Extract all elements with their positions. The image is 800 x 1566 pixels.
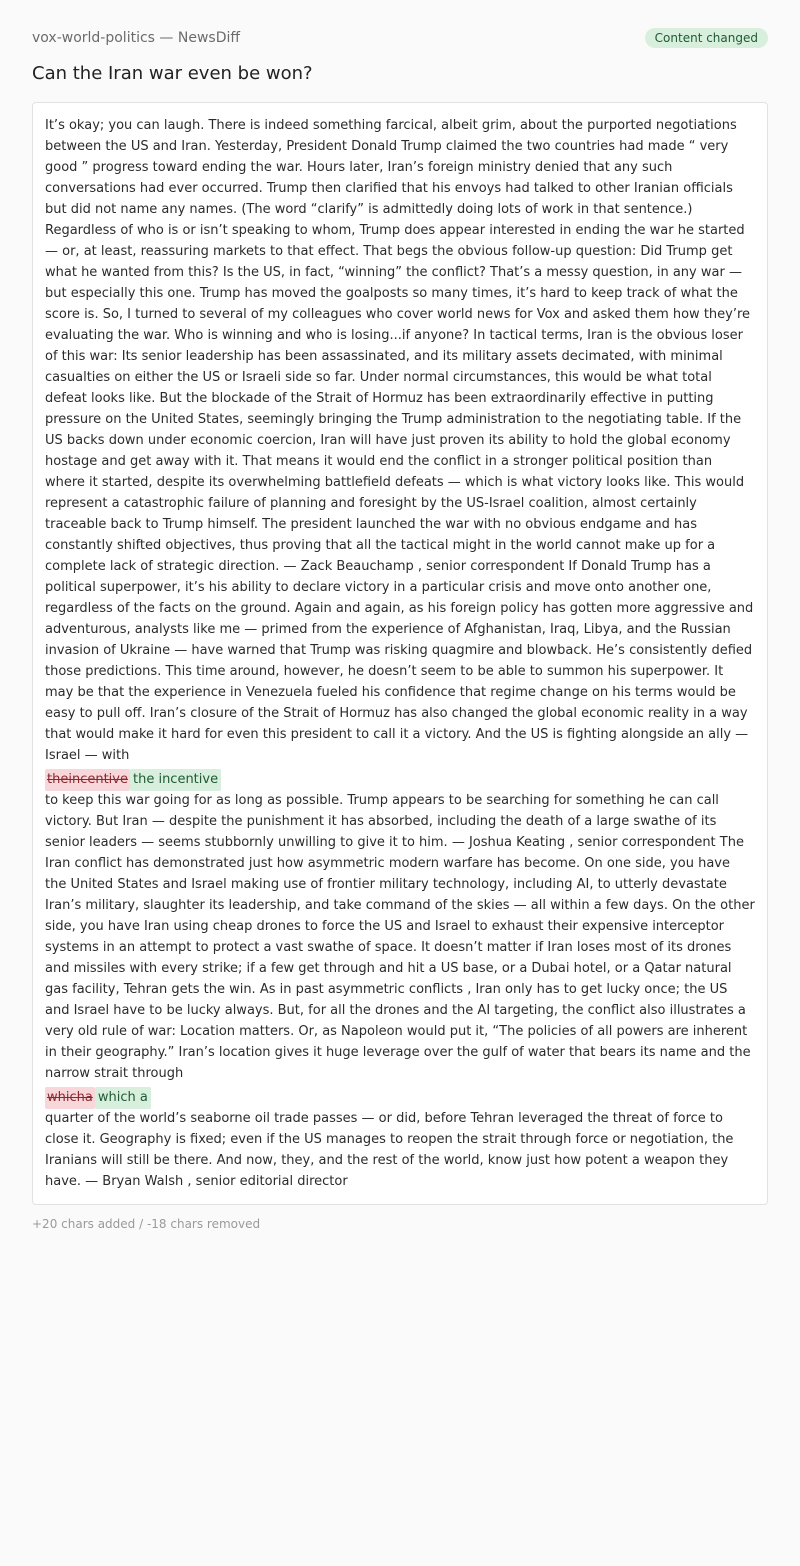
added-text: the incentive (130, 769, 221, 791)
text-segment-1: It’s okay; you can laugh. There is indeed something farcical, albeit grim, about the purported negotiations between the US and Iran. Yesterday, President Donald Trump claimed the two countries had made “ very good ” progress toward ending the war. Hours later, Iran’s foreign ministry denied that any such conversations had ever occurred. Trump then clarified that his envoys had talked to other Iranian officials but did not name any names. (The word “clarify” is admittedly doing lots of work in that sentence.) Regardless of who is or isn’t speaking to whom, Trump does appear interested in ending the war he started — or, at least, reassuring markets to that effect. That begs the obvious follow-up question: Did Trump get what he wanted from this? Is the US, in fact, “winning” the conflict? That’s a messy question, in any war — but especially this one. Trump has moved the goalposts so many times, it’s hard to keep track of what the score is. So, I turned to several of my colleagues who cover world news for Vox and asked them how they’re evaluating the war. Who is winning and who is losing...if anyone? In tactical terms, Iran is the obvious loser of this war: Its senior leadership has been assassinated, and its military assets decimated, with minimal casualties on either the US or Israeli side so far. Under normal circumstances, this would be what total defeat looks like. But the blockade of the Strait of Hormuz has been extraordinarily effective in putting pressure on the United States, seemingly bringing the Trump administration to the negotiating table. If the US backs down under economic coercion, Iran will have just proven its ability to hold the global economy hostage and get away with it. That means it would end the conflict in a stronger political position than where it started, despite its overwhelming battlefield defeats — which is what victory looks like. This would represent a catastrophic failure of planning and foresight by the US-Israel coalition, almost certainly traceable back to Trump himself. The president launched the war with no obvious endgame and has constantly shifted objectives, thus proving that all the tactical might in the world cannot make up for a complete lack of strategic direction. — Zack Beauchamp , senior correspondent If Donald Trump has a political superpower, it’s his ability to declare victory in a particular crisis and move onto another one, regardless of the facts on the ground. Again and again, as his foreign policy has gotten more aggressive and adventurous, analysts like me — primed from the experience of Afghanistan, Iraq, Libya, and the Russian invasion of Ukraine — have warned that Trump was risking quagmire and blowback. He’s consistently defied those predictions. This time around, however, he doesn’t seem to be able to summon his superpower. It may be that the experience in Venezuela fueled his confidence that regime change on his terms would be easy to pull off. Iran’s closure of the Strait of Hormuz has also changed the global economic reality in a way that would make it hard for even this president to call it a victory. And the US is fighting alongside an ally — Israel — with (45, 118, 754, 763)
added-text: which a (95, 1087, 151, 1109)
removed-text: theincentive (45, 769, 130, 791)
text-segment-2: to keep this war going for as long as possible. Trump appears to be searching for something he can call victory. But Iran — despite the punishment it has absorbed, including the death of a large swathe of its senior leaders — seems stubbornly unwilling to give it to him. — Joshua Keating , senior correspondent The Iran conflict has demonstrated just how asymmetric modern warfare has become. On one side, you have the United States and Israel making use of frontier military technology, including AI, to utterly devastate Iran’s military, slaughter its leadership, and take command of the skies — all within a few days. On the other side, you have Iran using cheap drones to force the US and Israel to exhaust their expensive interceptor systems in an attempt to protect a vast swathe of space. It doesn’t matter if Iran loses most of its drones and missiles with every strike; if a few get through and hit a US base, or a Dubai hotel, or a Qatar natural gas facility, Tehran gets the win. As in past asymmetric conflicts , Iran only has to get lucky once; the US and Israel have to be lucky always. But, for all the drones and the AI targeting, the conflict also illustrates a very old rule of war: Location matters. Or, as Napoleon would put it, “The policies of all powers are inherent in their geography.” Iran’s location gives it huge leverage over the gulf of water that bears its name and the narrow strait through (45, 793, 755, 1081)
article-title: Can the Iran war even be won? (32, 63, 313, 84)
change-summary: +20 chars added / -18 chars removed (32, 1217, 261, 1231)
text-segment-3: quarter of the world’s seaborne oil trade passes — or did, before Tehran leveraged the threat of force to close it. Geography is fixed; even if the US manages to reopen the strait through force or negotiation, the Iranians will still be there. And now, they, and the rest of the world, know just how potent a weapon they have. — Bryan Walsh , senior editorial director (45, 1111, 734, 1189)
source-label: vox-world-politics — NewsDiff (32, 30, 241, 46)
removed-text: whicha (45, 1087, 95, 1109)
diff-content-box (32, 102, 768, 1205)
change-1 (45, 767, 755, 789)
status-badge: Content changed (645, 28, 768, 48)
change-2 (45, 1085, 755, 1107)
header (32, 26, 768, 50)
